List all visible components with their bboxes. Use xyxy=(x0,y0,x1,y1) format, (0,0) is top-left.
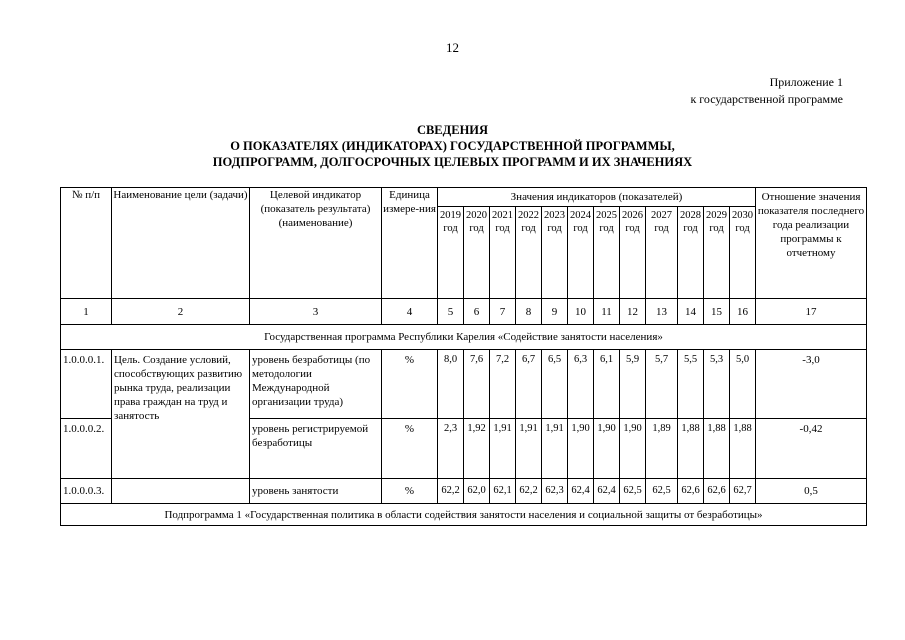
column-number: 16 xyxy=(730,299,756,325)
title-line-3: ПОДПРОГРАММ, ДОЛГОСРОЧНЫХ ЦЕЛЕВЫХ ПРОГРАММ И ИХ ЗНАЧЕНИЯХ xyxy=(212,155,693,169)
header-ratio: Отношение значения показателя последнего года реализации программы к отчетному xyxy=(756,188,867,299)
appendix-note xyxy=(690,74,843,108)
header-indicator: Целевой индикатор (показатель результата) (наименование) xyxy=(250,188,382,299)
column-number: 10 xyxy=(568,299,594,325)
title-line-2: О ПОКАЗАТЕЛЯХ (ИНДИКАТОРАХ) ГОСУДАРСТВЕННОЙ ПРОГРАММЫ, xyxy=(230,139,675,153)
table-row xyxy=(61,479,867,504)
year-header: 2023 год xyxy=(542,207,568,299)
table-row xyxy=(61,350,867,419)
column-number: 4 xyxy=(382,299,438,325)
value-cell: 5,9 xyxy=(620,350,646,419)
column-number: 1 xyxy=(61,299,112,325)
goal-cell-empty xyxy=(112,479,250,504)
value-cell: 62,7 xyxy=(730,479,756,504)
year-header: 2022 год xyxy=(516,207,542,299)
column-number: 12 xyxy=(620,299,646,325)
column-number: 5 xyxy=(438,299,464,325)
column-numbers-row xyxy=(61,299,867,325)
unit-cell: % xyxy=(382,350,438,419)
value-cell: 62,5 xyxy=(646,479,678,504)
column-number: 14 xyxy=(678,299,704,325)
ratio-cell: 0,5 xyxy=(756,479,867,504)
value-cell: 6,1 xyxy=(594,350,620,419)
year-header: 2025 год xyxy=(594,207,620,299)
indicators-table xyxy=(60,187,867,526)
subprogram-row: Подпрограмма 1 «Государственная политика в области содействия занятости населения и социальной защиты от безработицы» xyxy=(61,504,867,526)
ratio-cell: -0,42 xyxy=(756,419,867,479)
column-number: 17 xyxy=(756,299,867,325)
goal-cell: Цель. Создание условий, способствующих развитию рынка труда, реализации права граждан на труд и занятость xyxy=(112,350,250,479)
value-cell: 1,92 xyxy=(464,419,490,479)
appendix-line-2: к государственной программе xyxy=(690,92,843,106)
column-number: 9 xyxy=(542,299,568,325)
row-number: 1.0.0.0.3. xyxy=(61,479,112,504)
value-cell: 1,88 xyxy=(678,419,704,479)
value-cell: 1,91 xyxy=(542,419,568,479)
header-goal: Наименование цели (задачи) xyxy=(112,188,250,299)
value-cell: 1,88 xyxy=(730,419,756,479)
year-header: 2020 год xyxy=(464,207,490,299)
column-number: 11 xyxy=(594,299,620,325)
column-number: 6 xyxy=(464,299,490,325)
year-header: 2029 год xyxy=(704,207,730,299)
column-number: 15 xyxy=(704,299,730,325)
value-cell: 62,1 xyxy=(490,479,516,504)
value-cell: 62,2 xyxy=(516,479,542,504)
year-header: 2019 год xyxy=(438,207,464,299)
year-header: 2026 год xyxy=(620,207,646,299)
value-cell: 2,3 xyxy=(438,419,464,479)
value-cell: 62,6 xyxy=(678,479,704,504)
program-row: Государственная программа Республики Карелия «Содействие занятости населения» xyxy=(61,325,867,350)
value-cell: 1,88 xyxy=(704,419,730,479)
value-cell: 1,90 xyxy=(594,419,620,479)
value-cell: 1,90 xyxy=(620,419,646,479)
unit-cell: % xyxy=(382,479,438,504)
value-cell: 5,7 xyxy=(646,350,678,419)
value-cell: 5,0 xyxy=(730,350,756,419)
value-cell: 1,91 xyxy=(516,419,542,479)
title-line-1: СВЕДЕНИЯ xyxy=(416,123,489,137)
value-cell: 62,5 xyxy=(620,479,646,504)
column-number: 8 xyxy=(516,299,542,325)
value-cell: 1,90 xyxy=(568,419,594,479)
header-num: № п/п xyxy=(61,188,112,299)
year-header: 2030 год xyxy=(730,207,756,299)
appendix-line-1: Приложение 1 xyxy=(769,75,843,89)
value-cell: 6,3 xyxy=(568,350,594,419)
indicator-name: уровень занятости xyxy=(250,479,382,504)
year-header: 2027 год xyxy=(646,207,678,299)
indicator-name: уровень безработицы (по методологии Международной организации труда) xyxy=(250,350,382,419)
value-cell: 5,5 xyxy=(678,350,704,419)
column-number: 2 xyxy=(112,299,250,325)
row-number: 1.0.0.0.2. xyxy=(61,419,112,479)
year-header: 2021 год xyxy=(490,207,516,299)
value-cell: 1,89 xyxy=(646,419,678,479)
value-cell: 1,91 xyxy=(490,419,516,479)
value-cell: 62,2 xyxy=(438,479,464,504)
value-cell: 62,4 xyxy=(594,479,620,504)
value-cell: 62,3 xyxy=(542,479,568,504)
value-cell: 8,0 xyxy=(438,350,464,419)
column-number: 13 xyxy=(646,299,678,325)
column-number: 3 xyxy=(250,299,382,325)
header-unit: Единица измере-ния xyxy=(382,188,438,299)
value-cell: 62,4 xyxy=(568,479,594,504)
value-cell: 5,3 xyxy=(704,350,730,419)
document-title xyxy=(0,122,905,170)
indicator-name: уровень регистрируемой безработицы xyxy=(250,419,382,479)
value-cell: 6,5 xyxy=(542,350,568,419)
value-cell: 62,0 xyxy=(464,479,490,504)
value-cell: 7,6 xyxy=(464,350,490,419)
unit-cell: % xyxy=(382,419,438,479)
value-cell: 62,6 xyxy=(704,479,730,504)
year-header: 2028 год xyxy=(678,207,704,299)
page-number: 12 xyxy=(446,40,459,55)
row-number: 1.0.0.0.1. xyxy=(61,350,112,419)
year-header: 2024 год xyxy=(568,207,594,299)
column-number: 7 xyxy=(490,299,516,325)
value-cell: 6,7 xyxy=(516,350,542,419)
header-values-group: Значения индикаторов (показателей) xyxy=(438,188,756,207)
ratio-cell: -3,0 xyxy=(756,350,867,419)
value-cell: 7,2 xyxy=(490,350,516,419)
